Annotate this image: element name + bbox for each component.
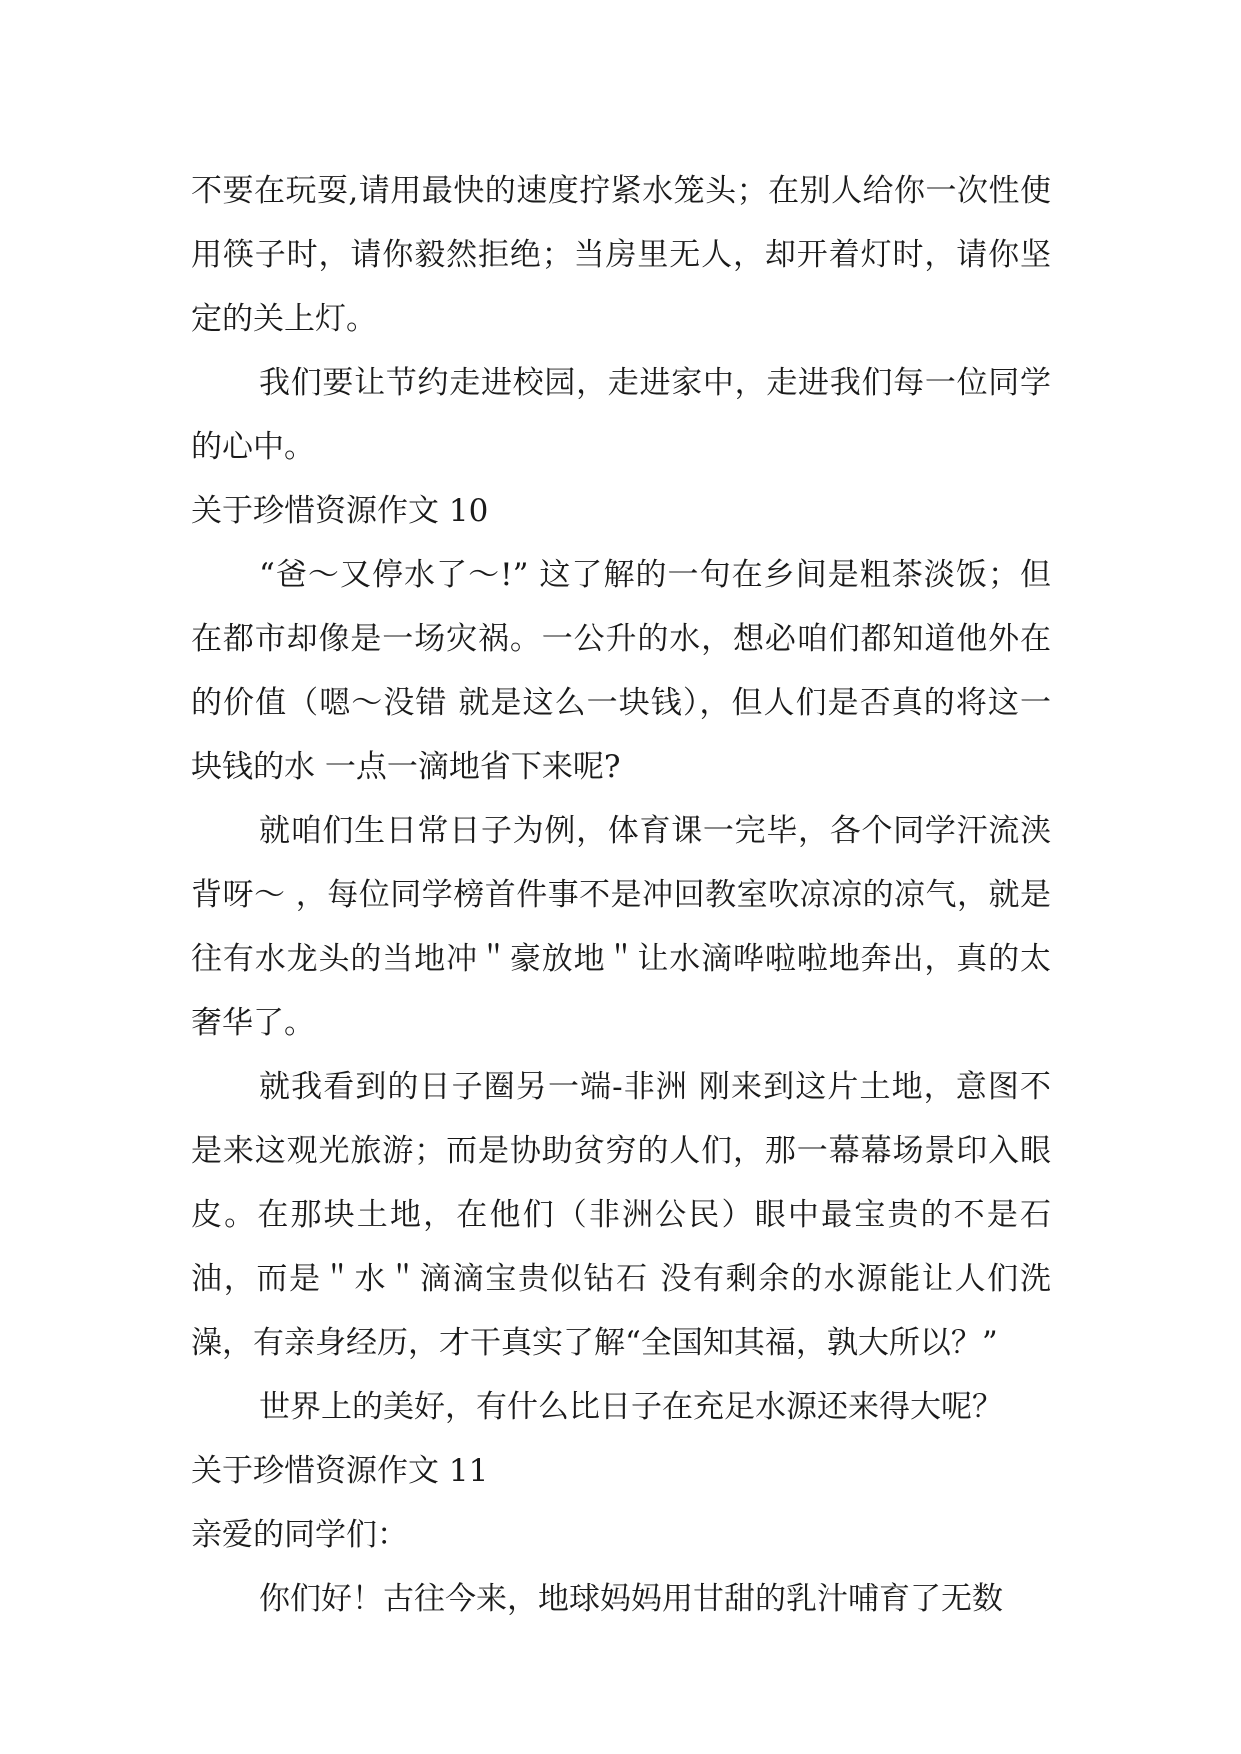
section-title-11: 关于珍惜资源作文 11 bbox=[191, 1453, 489, 1489]
salutation: 亲爱的同学们： bbox=[191, 1517, 408, 1553]
paragraph-7: 你们好！古往今来，地球妈妈用甘甜的乳汁哺育了无数 bbox=[259, 1581, 1003, 1617]
paragraph-4: 就咱们生日常日子为例，体育课一完毕，各个同学汗流浃背呀～ ，每位同学榜首件事不是冲回教室吹凉凉的凉气，就是往有水龙头的当地冲＂豪放地＂让水滴哗啦啦地奔出，真的太奢华了。 bbox=[191, 813, 1051, 1041]
paragraph-5: 就我看到的日子圈另一端-非洲 刚来到这片土地，意图不是来这观光旅游；而是协助贫穷的人们，那一幕幕场景印入眼皮。在那块土地，在他们（非洲公民）眼中最宝贵的不是石油，而是＂水＂滴滴宝贵似钻石 没有剩余的水源能让人们洗澡，有亲身经历，才干真实了解“全国知其福，孰大所以？” bbox=[191, 1069, 1051, 1361]
document-page bbox=[191, 159, 1051, 1631]
paragraph-6: 世界上的美好，有什么比日子在充足水源还来得大呢？ bbox=[259, 1389, 1003, 1425]
paragraph-2: 我们要让节约走进校园，走进家中，走进我们每一位同学的心中。 bbox=[191, 365, 1051, 465]
paragraph-1: 不要在玩耍,请用最快的速度拧紧水笼头；在别人给你一次性使用筷子时，请你毅然拒绝；当房里无人，却开着灯时，请你坚定的关上灯。 bbox=[191, 173, 1051, 337]
paragraph-3: “爸～又停水了～!” 这了解的一句在乡间是粗茶淡饭；但在都市却像是一场灾祸。一公升的水，想必咱们都知道他外在的价值（嗯～没错 就是这么一块钱），但人们是否真的将这一块钱的水 一点一滴地省下来呢? bbox=[191, 557, 1051, 785]
section-title-10: 关于珍惜资源作文 10 bbox=[191, 493, 489, 529]
